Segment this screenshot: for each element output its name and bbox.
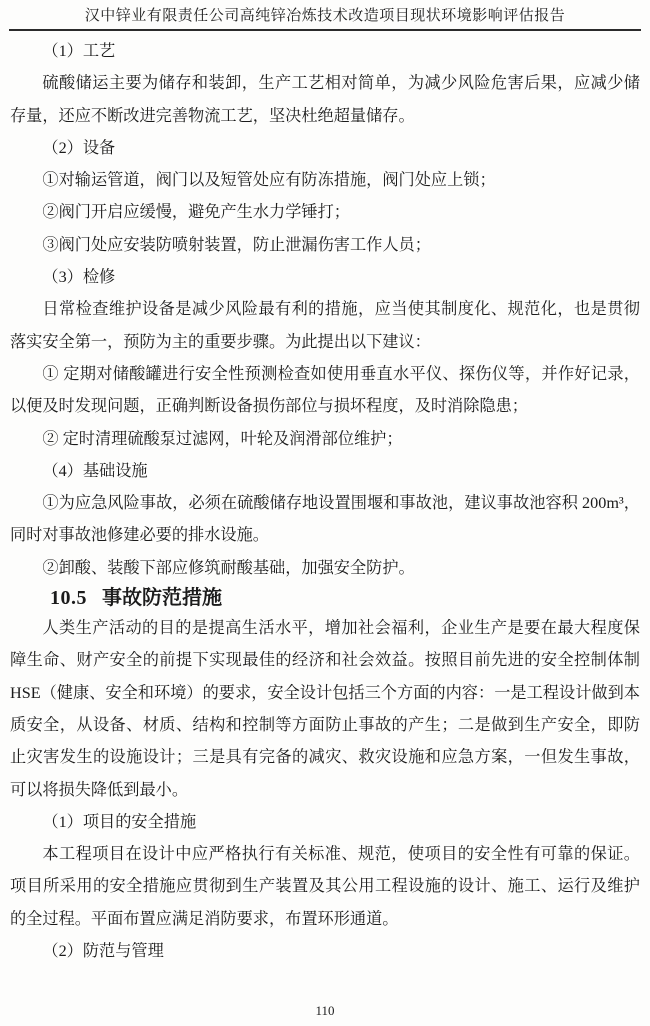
list-item: ① 定期对储酸罐进行安全性预测检查如使用垂直水平仪、探伤仪等，并作好记录，以便及时发现问题，正确判断设备损伤部位与损坏程度，及时消除隐患；	[10, 364, 640, 416]
sub-heading-maintenance: （3）检修	[42, 268, 116, 287]
page-number: 110	[315, 1003, 335, 1018]
sub-heading-equipment: （2）设备	[42, 138, 116, 157]
paragraph: 人类生产活动的目的是提高生活水平，增加社会福利，企业生产是要在最大程度保障生命、财产安全的前提下实现最佳的经济和社会效益。按照目前先进的安全控制体制HSE（健康、安全和环境）的要求，安全设计包括三个方面的内容：一是工程设计做到本质安全，从设备、材质、结构和控制等方面防止事故的产生；二是做到生产安全，即防止灾害发生的设施设计；三是具有完备的减灾、救灾设施和应急方案，一但发生事故，可以将损失降低到最小。	[10, 619, 640, 799]
sub-heading-process: （1）工艺	[42, 42, 116, 60]
list-item: ③阀门处应安装防喷射装置，防止泄漏伤害工作人员；	[42, 235, 431, 254]
list-item: ①为应急风险事故，必须在硫酸储存地设置围堰和事故池，建议事故池容积 200m³，同时对事故池修建必要的排水设施。	[10, 494, 640, 545]
section-heading	[10, 584, 640, 612]
paragraph: 硫酸储运主要为储存和装卸，生产工艺相对简单，为减少风险危害后果，应减少储存量，还应不断改进完善物流工艺，坚决杜绝超量储存。	[10, 74, 640, 125]
sub-heading-infrastructure: （4）基础设施	[42, 461, 148, 480]
sub-heading-prevention-management: （2）防范与管理	[42, 942, 164, 961]
paragraph: 日常检查维护设备是减少风险最有利的措施，应当使其制度化、规范化，也是贯彻落实安全第一，预防为主的重要步骤。为此提出以下建议：	[10, 300, 640, 351]
paragraph: 本工程项目在设计中应严格执行有关标准、规范，使项目的安全性有可靠的保证。项目所采用的安全措施应贯彻到生产装置及其公用工程设施的设计、施工、运行及维护的全过程。平面布置应满足消防要求，布置环形通道。	[10, 845, 640, 928]
section-title: 事故防范措施	[102, 587, 222, 610]
list-item: ②阀门开启应缓慢，避免产生水力学锤打；	[42, 203, 350, 222]
report-header-title: 汉中锌业有限责任公司高纯锌冶炼技术改造项目现状环境影响评估报告	[84, 8, 566, 24]
list-item: ②卸酸、装酸下部应修筑耐酸基础，加强安全防护。	[42, 558, 415, 577]
section-number: 10.5	[50, 587, 87, 610]
list-item: ② 定时清理硫酸泵过滤网，叶轮及润滑部位维护；	[42, 429, 403, 448]
document-body	[0, 31, 650, 967]
list-item: ①对输运管道，阀门以及短管处应有防冻措施，阀门处应上锁；	[42, 171, 496, 190]
sub-heading-project-safety: （1）项目的安全措施	[42, 812, 197, 831]
